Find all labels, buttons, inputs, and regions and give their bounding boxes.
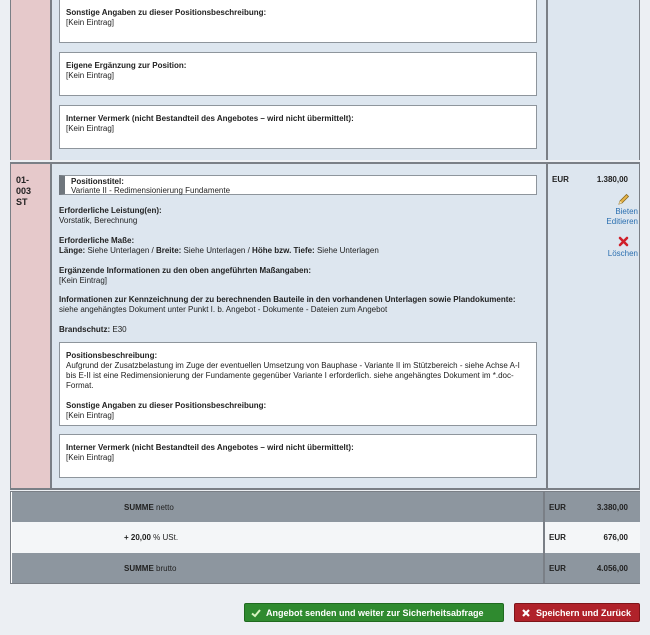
edit-pencil-icon[interactable] — [618, 193, 630, 205]
send-offer-label: Angebot senden und weiter zur Sicherheitsabfrage — [266, 607, 484, 618]
eigene-ergaenzung-value: [Kein Eintrag] — [66, 71, 115, 80]
loeschen-link[interactable]: Löschen — [607, 249, 638, 258]
laenge-label: Länge: — [59, 246, 86, 255]
summary-row-netto — [12, 492, 640, 522]
divider — [639, 0, 640, 160]
divider — [10, 0, 11, 160]
sonstige-angaben-value: [Kein Eintrag] — [66, 18, 115, 27]
ust-currency: EUR — [549, 533, 566, 542]
ergaenzende-label: Ergänzende Informationen zu den oben angeführten Maßangaben: — [59, 266, 312, 275]
positionstitel-label: Positionstitel: — [71, 177, 124, 186]
divider — [10, 488, 640, 490]
ergaenzende-value: [Kein Eintrag] — [59, 276, 108, 285]
eigene-ergaenzung-label: Eigene Ergänzung zur Position: — [66, 61, 187, 70]
summe-brutto-currency: EUR — [549, 563, 566, 573]
interner-vermerk-2-value: [Kein Eintrag] — [66, 453, 115, 462]
divider — [50, 164, 52, 488]
position-number — [16, 175, 31, 208]
masse-label: Erforderliche Maße: — [59, 236, 135, 245]
kennzeichnung-value: siehe angehängtes Dokument unter Punkt I. b. Angebot - Dokumente - Dateien zum Angebot — [59, 305, 388, 314]
divider — [10, 164, 11, 488]
close-x-icon — [521, 608, 531, 618]
positionstitel-box — [59, 175, 537, 195]
divider — [50, 0, 52, 160]
kennzeichnung-block — [59, 295, 529, 315]
sonstige-angaben-2-label: Sonstige Angaben zu dieser Positionsbeschreibung: — [66, 401, 267, 410]
laenge-value: Siehe Unterlagen — [87, 246, 150, 255]
interner-vermerk-value: [Kein Eintrag] — [66, 124, 115, 133]
send-offer-button[interactable] — [244, 603, 504, 622]
sonstige-angaben-2-value: [Kein Eintrag] — [66, 411, 115, 420]
ust-label: % USt. — [150, 533, 179, 542]
hoehe-value: Siehe Unterlagen — [316, 246, 379, 255]
delete-x-icon[interactable] — [618, 236, 629, 247]
ust-rate: + 20,00 — [124, 533, 151, 542]
positionstitel-value: Variante II - Redimensionierung Fundamente — [71, 186, 231, 195]
brandschutz-block — [59, 325, 529, 335]
summary-row-ust — [12, 522, 640, 553]
check-icon — [251, 608, 261, 618]
editieren-label: Editieren — [606, 217, 638, 226]
interner-vermerk-2-label: Interner Vermerk (nicht Bestandteil des Angebotes – wird nicht übermittelt): — [66, 443, 354, 452]
positionsbeschreibung-value: Aufgrund der Zusatzbelastung im Zuge der eventuellen Umsetzung von Bauphase - Variante II im Stützbereich - siehe Achse A-I bis E-II ist eine Redimensionierung der Fundamente gegenüber Variante I erforderlich. siehe angehängtes Dokument im *.doc-Format. — [66, 361, 520, 390]
item-1-price-cell — [548, 0, 640, 160]
summe-netto-suffix: netto — [153, 502, 174, 512]
brandschutz-label: Brandschutz: — [59, 325, 111, 334]
save-and-back-label: Speichern und Zurück — [536, 607, 632, 618]
save-and-back-button[interactable] — [514, 603, 640, 622]
divider — [546, 0, 548, 160]
divider — [543, 492, 545, 583]
position-unit: ST — [16, 197, 28, 207]
item-currency: EUR — [552, 175, 569, 184]
ergaenzende-block — [59, 266, 529, 286]
breite-label: Breite: — [155, 246, 182, 255]
item-1-position-cell — [10, 0, 50, 160]
position-number-line2: 003 — [16, 186, 32, 196]
leistung-value: Vorstatik, Berechnung — [59, 216, 138, 225]
sonstige-angaben-label: Sonstige Angaben zu dieser Positionsbeschreibung: — [66, 8, 267, 17]
divider — [639, 164, 640, 488]
positionsbeschreibung-box — [59, 342, 537, 426]
bieten-label: Bieten — [615, 207, 638, 216]
ust-value: 676,00 — [603, 533, 628, 542]
eigene-ergaenzung-box — [59, 52, 537, 96]
summe-brutto-value: 4.056,00 — [596, 563, 628, 573]
divider — [546, 164, 548, 488]
interner-vermerk-label: Interner Vermerk (nicht Bestandteil des Angebotes – wird nicht übermittelt): — [66, 114, 354, 123]
breite-value: Siehe Unterlagen — [183, 246, 246, 255]
sonstige-angaben-box — [59, 0, 537, 43]
summe-netto-value: 3.380,00 — [596, 502, 628, 512]
summary-row-brutto — [12, 553, 640, 583]
summe-brutto-label: SUMME — [124, 563, 154, 573]
interner-vermerk-box — [59, 105, 537, 149]
summe-netto-label: SUMME — [124, 502, 154, 512]
interner-vermerk-2-box — [59, 434, 537, 478]
position-number-line1: 01- — [16, 175, 30, 185]
item-price: 1.380,00 — [596, 175, 628, 184]
leistung-block — [59, 206, 529, 226]
hoehe-label: Höhe bzw. Tiefe: — [252, 246, 315, 255]
summe-netto-currency: EUR — [549, 502, 566, 512]
leistung-label: Erforderliche Leistung(en): — [59, 206, 162, 215]
item-2-position-cell — [10, 164, 50, 488]
brandschutz-value: E30 — [112, 325, 127, 334]
kennzeichnung-label: Informationen zur Kennzeichnung der zu berechnenden Bauteile in den vorhandenen Unterlagen sowie Plandokumente: — [59, 295, 516, 304]
summe-brutto-suffix: brutto — [153, 563, 177, 573]
bieten-editieren-link[interactable] — [606, 207, 638, 227]
masse-block: Erforderliche Maße: Länge: Siehe Unterlagen / Breite: Siehe Unterlagen / Höhe bzw. Tiefe: Siehe Unterlagen — [59, 236, 529, 256]
positionsbeschreibung-label: Positionsbeschreibung: — [66, 351, 158, 360]
